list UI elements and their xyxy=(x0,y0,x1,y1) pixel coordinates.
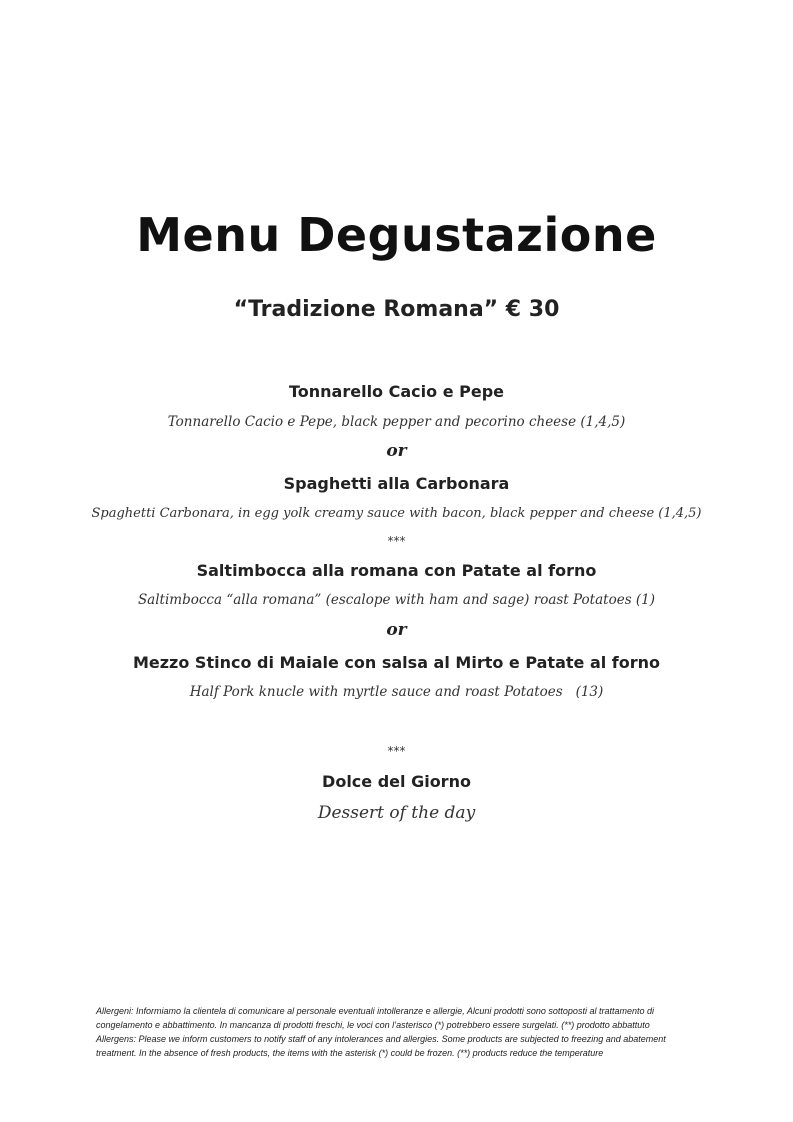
menu-subtitle-price: “Tradizione Romana” € 30 xyxy=(233,297,560,322)
allergen-notice-line-3: Allergens: Please we inform customers to notify staff of any intolerances and allergies. Some products are subjected to freezing and abatement xyxy=(96,1034,666,1044)
allergen-notice-line-2: congelamento e abbattimento. In mancanza di prodotti freschi, le voci con l’asterisco (*) potrebbero essere surgelati. (**) prodotto abbattuto xyxy=(96,1020,650,1030)
course2-or-label: or xyxy=(386,620,407,640)
course2-option1-name: Saltimbocca alla romana con Patate al forno xyxy=(196,561,597,580)
menu-title: Menu Degustazione xyxy=(136,208,657,262)
course1-option1-description: Tonnarello Cacio e Pepe, black pepper and pecorino cheese (1,4,5) xyxy=(167,414,626,430)
course2-option2-name: Mezzo Stinco di Maiale con salsa al Mirto e Patate al forno xyxy=(132,653,661,672)
allergen-notice-line-4: treatment. In the absence of fresh products, the items with the asterisk (*) could be frozen. (**) products reduce the temperature xyxy=(96,1048,604,1058)
course1-option2-description: Spaghetti Carbonara, in egg yolk creamy sauce with bacon, black pepper and cheese (1,4,5) xyxy=(91,506,702,521)
course1-option1-name: Tonnarello Cacio e Pepe xyxy=(288,382,504,401)
dessert-name: Dolce del Giorno xyxy=(322,772,471,791)
allergen-notice-line-1: Allergeni: Informiamo la clientela di comunicare al personale eventuali intolleranze e allergie, Alcuni prodotti sono sottoposti al trattamento di xyxy=(96,1006,654,1016)
course1-option2-name: Spaghetti alla Carbonara xyxy=(283,474,510,493)
course-separator-1: *** xyxy=(387,534,406,548)
course-separator-2: *** xyxy=(387,744,406,758)
course2-option1-description: Saltimbocca “alla romana” (escalope with ham and sage) roast Potatoes (1) xyxy=(137,592,656,608)
course2-option2-description: Half Pork knucle with myrtle sauce and roast Potatoes (13) xyxy=(189,684,604,700)
dessert-description: Dessert of the day xyxy=(317,803,476,823)
course1-or-label: or xyxy=(386,441,407,461)
allergen-notice xyxy=(96,1004,736,1060)
